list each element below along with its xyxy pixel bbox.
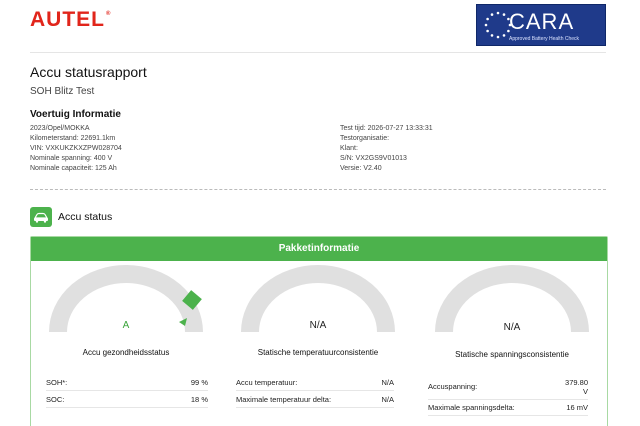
voltage-table xyxy=(428,374,588,416)
soh-value: 99 % xyxy=(190,377,208,387)
temperature-table xyxy=(236,374,394,408)
table-row xyxy=(236,374,394,391)
test-organization: Testorganisatie: xyxy=(340,135,390,142)
table-row xyxy=(46,374,208,391)
software-version: Versie: V2.40 xyxy=(340,165,382,172)
vehicle-info-right xyxy=(340,124,433,174)
temperature-value: N/A xyxy=(309,320,327,331)
page-title: Accu statusrapport xyxy=(30,64,147,80)
vehicle-mileage: Kilometerstand: 22691.1km xyxy=(30,135,116,142)
table-row xyxy=(236,391,394,408)
battery-status-header xyxy=(30,206,112,228)
vehicle-model: 2023/Opel/MOKKA xyxy=(30,125,90,132)
vehicle-nominal-capacity: Nominale capaciteit: 125 Ah xyxy=(30,165,117,172)
page-subtitle: SOH Blitz Test xyxy=(30,86,95,97)
vehicle-info-heading: Voertuig Informatie xyxy=(30,109,121,120)
cara-tagline: Approved Battery Health Check xyxy=(509,36,580,42)
battery-temperature-value: N/A xyxy=(381,377,394,387)
max-temperature-delta-label: Maximale temperatuur delta: xyxy=(236,394,332,404)
autel-logo: AUTEL® xyxy=(30,8,112,31)
temperature-gauge-title: Statische temperatuurconsistentie xyxy=(257,348,379,357)
soh-gauge-title: Accu gezondheidsstatus xyxy=(82,348,170,357)
car-battery-icon xyxy=(30,207,52,227)
soh-table xyxy=(46,374,208,408)
vehicle-vin: VIN: VXKUKZKXZPW028704 xyxy=(30,145,122,152)
soc-value: 18 % xyxy=(190,394,208,404)
voltage-gauge-title: Statische spanningsconsistentie xyxy=(455,350,569,359)
serial-number: S/N: VX2GS9V01013 xyxy=(340,155,407,162)
header-divider xyxy=(30,52,606,53)
table-row xyxy=(428,400,588,416)
table-row xyxy=(46,391,208,408)
battery-voltage-label: Accuspanning: xyxy=(428,382,478,391)
max-voltage-delta-label: Maximale spanningsdelta: xyxy=(428,403,515,412)
soh-label: SOH*: xyxy=(46,377,68,387)
customer: Klant: xyxy=(340,145,358,152)
max-temperature-delta-value: N/A xyxy=(381,394,394,404)
vehicle-nominal-voltage: Nominale spanning: 400 V xyxy=(30,155,113,162)
test-time: Test tijd: 2026-07-27 13:33:31 xyxy=(340,125,433,132)
battery-status-label: Accu status xyxy=(58,211,113,223)
table-row xyxy=(428,374,588,400)
vehicle-info-left xyxy=(30,124,122,174)
pack-info-title: Pakketinformatie xyxy=(31,237,607,261)
voltage-value: N/A xyxy=(503,322,521,333)
soh-grade: A xyxy=(122,320,130,331)
cara-wordmark: CARA xyxy=(509,9,575,34)
soc-label: SOC: xyxy=(46,394,65,404)
battery-voltage-value: 379.80 V xyxy=(565,377,588,396)
section-divider xyxy=(30,189,606,190)
cara-badge xyxy=(476,4,606,46)
battery-temperature-label: Accu temperatuur: xyxy=(236,377,298,387)
max-voltage-delta-value: 16 mV xyxy=(566,403,588,412)
